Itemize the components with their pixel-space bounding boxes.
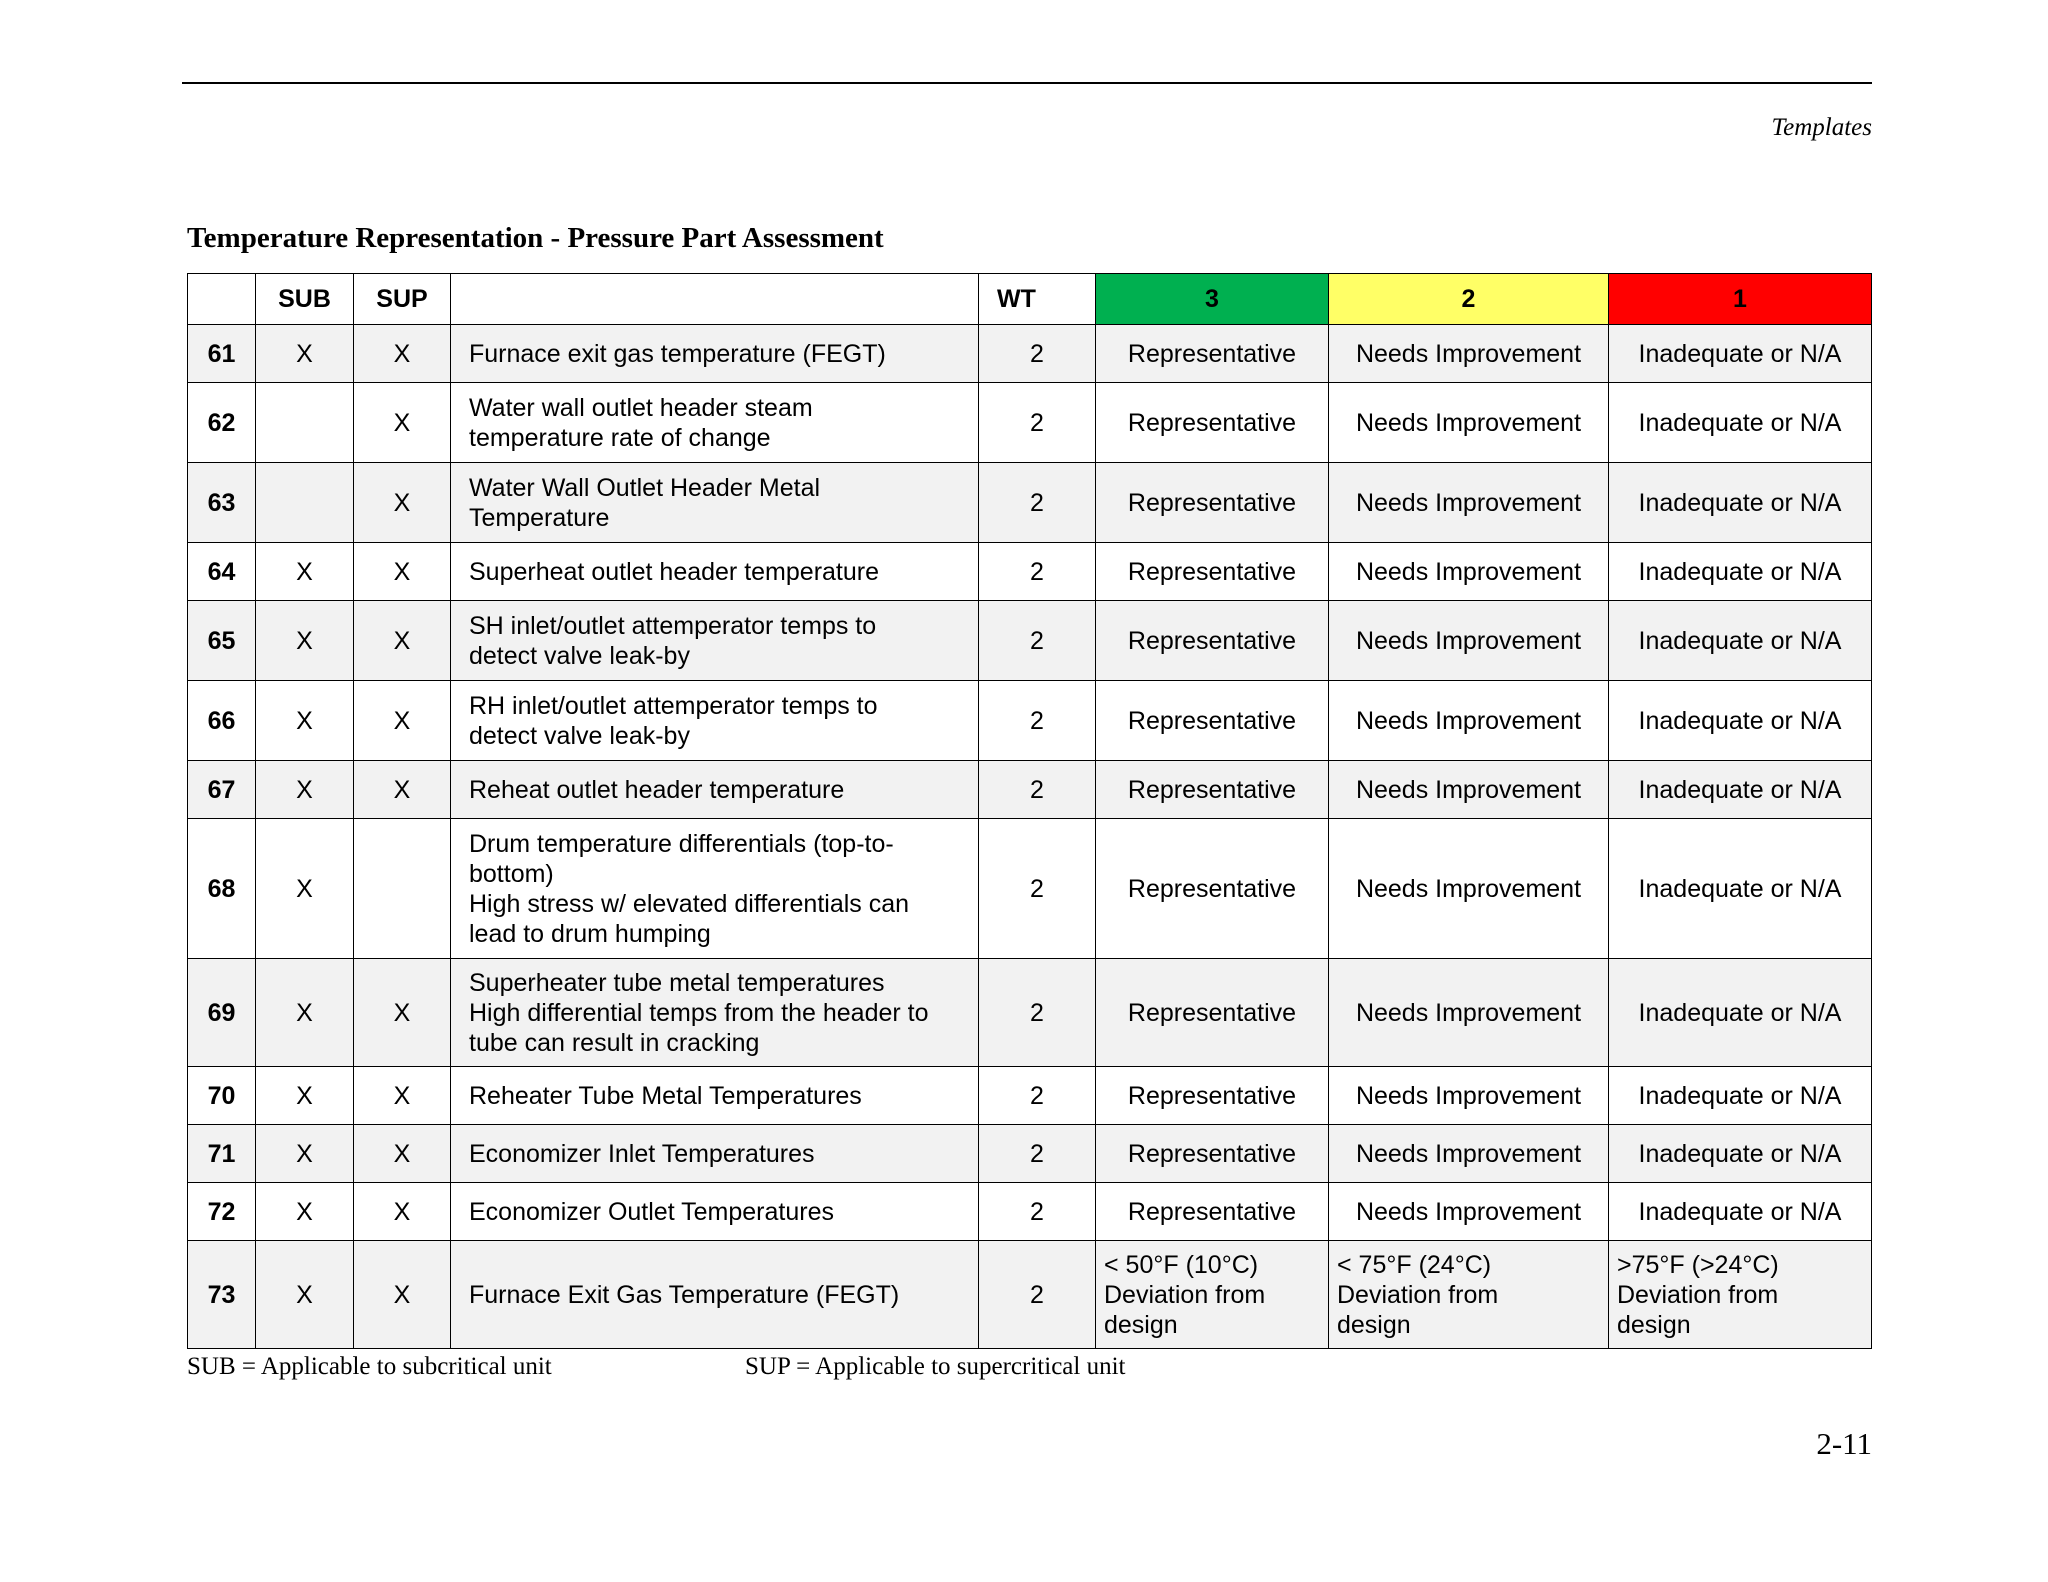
row-number: 66 (188, 681, 256, 761)
row-number: 68 (188, 819, 256, 959)
row-number: 71 (188, 1125, 256, 1183)
col-header-num (188, 274, 256, 325)
header-rule (182, 82, 1872, 84)
table-row (188, 761, 1872, 819)
sup-cell (354, 819, 451, 959)
rating-1-cell: Inadequate or N/A (1609, 601, 1872, 681)
rating-3-cell: Representative (1096, 1183, 1329, 1241)
rating-2-cell: Needs Improvement (1329, 543, 1609, 601)
description-cell: Economizer Outlet Temperatures (451, 1183, 979, 1241)
sup-cell: X (354, 761, 451, 819)
description-cell: Water Wall Outlet Header Metal Temperature (451, 463, 979, 543)
weight-cell: 2 (979, 761, 1096, 819)
description-cell: Superheater tube metal temperatures High differential temps from the header to tube can result in cracking (451, 959, 979, 1067)
sub-cell: X (256, 681, 354, 761)
sub-cell: X (256, 1241, 354, 1349)
description-cell: Reheater Tube Metal Temperatures (451, 1067, 979, 1125)
weight-cell: 2 (979, 1183, 1096, 1241)
rating-3-cell: < 50°F (10°C) Deviation from design (1096, 1241, 1329, 1349)
rating-1-cell: >75°F (>24°C) Deviation from design (1609, 1241, 1872, 1349)
rating-3-cell: Representative (1096, 1125, 1329, 1183)
table-row (188, 1067, 1872, 1125)
sub-cell: X (256, 959, 354, 1067)
rating-1-cell: Inadequate or N/A (1609, 1183, 1872, 1241)
table-row (188, 463, 1872, 543)
col-header-score-2: 2 (1329, 274, 1609, 325)
col-header-score-3: 3 (1096, 274, 1329, 325)
rating-1-cell: Inadequate or N/A (1609, 543, 1872, 601)
weight-cell: 2 (979, 383, 1096, 463)
weight-cell: 2 (979, 1067, 1096, 1125)
rating-1-cell: Inadequate or N/A (1609, 761, 1872, 819)
row-number: 69 (188, 959, 256, 1067)
table-row (188, 1125, 1872, 1183)
row-number: 67 (188, 761, 256, 819)
sub-cell: X (256, 761, 354, 819)
weight-cell: 2 (979, 601, 1096, 681)
rating-1-cell: Inadequate or N/A (1609, 383, 1872, 463)
rating-1-cell: Inadequate or N/A (1609, 1067, 1872, 1125)
rating-2-cell: < 75°F (24°C) Deviation from design (1329, 1241, 1609, 1349)
weight-cell: 2 (979, 681, 1096, 761)
weight-cell: 2 (979, 959, 1096, 1067)
rating-2-cell: Needs Improvement (1329, 601, 1609, 681)
weight-cell: 2 (979, 819, 1096, 959)
sub-cell (256, 383, 354, 463)
sup-cell: X (354, 1067, 451, 1125)
footnote-sup: SUP = Applicable to supercritical unit (745, 1353, 1126, 1380)
table-row (188, 959, 1872, 1067)
sup-cell: X (354, 601, 451, 681)
sup-cell: X (354, 1241, 451, 1349)
rating-3-cell: Representative (1096, 761, 1329, 819)
page-number: 2-11 (1816, 1426, 1872, 1461)
row-number: 73 (188, 1241, 256, 1349)
table-row (188, 383, 1872, 463)
rating-1-cell: Inadequate or N/A (1609, 959, 1872, 1067)
weight-cell: 2 (979, 463, 1096, 543)
table-body (188, 325, 1872, 1349)
rating-2-cell: Needs Improvement (1329, 681, 1609, 761)
description-cell: Superheat outlet header temperature (451, 543, 979, 601)
rating-1-cell: Inadequate or N/A (1609, 1125, 1872, 1183)
table-title: Temperature Representation - Pressure Part Assessment (187, 222, 884, 254)
description-cell: Reheat outlet header temperature (451, 761, 979, 819)
rating-3-cell: Representative (1096, 543, 1329, 601)
table-row (188, 543, 1872, 601)
table-row (188, 681, 1872, 761)
rating-3-cell: Representative (1096, 463, 1329, 543)
sup-cell: X (354, 325, 451, 383)
description-cell: Drum temperature differentials (top-to- bottom) High stress w/ elevated differentials can lead to drum humping (451, 819, 979, 959)
row-number: 63 (188, 463, 256, 543)
sup-cell: X (354, 681, 451, 761)
running-head: Templates (1771, 114, 1872, 141)
rating-3-cell: Representative (1096, 959, 1329, 1067)
rating-2-cell: Needs Improvement (1329, 463, 1609, 543)
weight-cell: 2 (979, 1125, 1096, 1183)
description-cell: Furnace Exit Gas Temperature (FEGT) (451, 1241, 979, 1349)
col-header-sub: SUB (256, 274, 354, 325)
col-header-score-1: 1 (1609, 274, 1872, 325)
sub-cell: X (256, 325, 354, 383)
rating-3-cell: Representative (1096, 1067, 1329, 1125)
rating-1-cell: Inadequate or N/A (1609, 819, 1872, 959)
table-row (188, 1183, 1872, 1241)
rating-3-cell: Representative (1096, 819, 1329, 959)
description-cell: Water wall outlet header steam temperature rate of change (451, 383, 979, 463)
col-header-wt: WT (979, 274, 1096, 325)
row-number: 70 (188, 1067, 256, 1125)
row-number: 65 (188, 601, 256, 681)
table-header-row (188, 274, 1872, 325)
table-row (188, 601, 1872, 681)
rating-2-cell: Needs Improvement (1329, 1183, 1609, 1241)
description-cell: RH inlet/outlet attemperator temps to detect valve leak-by (451, 681, 979, 761)
rating-3-cell: Representative (1096, 601, 1329, 681)
rating-2-cell: Needs Improvement (1329, 819, 1609, 959)
sup-cell: X (354, 463, 451, 543)
col-header-sup: SUP (354, 274, 451, 325)
description-cell: Economizer Inlet Temperatures (451, 1125, 979, 1183)
row-number: 62 (188, 383, 256, 463)
row-number: 61 (188, 325, 256, 383)
sub-cell: X (256, 1125, 354, 1183)
sub-cell: X (256, 1183, 354, 1241)
rating-3-cell: Representative (1096, 325, 1329, 383)
sup-cell: X (354, 383, 451, 463)
footnote-sub: SUB = Applicable to subcritical unit (187, 1353, 552, 1380)
description-cell: Furnace exit gas temperature (FEGT) (451, 325, 979, 383)
sup-cell: X (354, 543, 451, 601)
rating-2-cell: Needs Improvement (1329, 325, 1609, 383)
rating-3-cell: Representative (1096, 681, 1329, 761)
table-row (188, 1241, 1872, 1349)
table-row (188, 819, 1872, 959)
sub-cell: X (256, 819, 354, 959)
rating-1-cell: Inadequate or N/A (1609, 681, 1872, 761)
rating-2-cell: Needs Improvement (1329, 959, 1609, 1067)
assessment-table (187, 273, 1872, 1349)
rating-2-cell: Needs Improvement (1329, 761, 1609, 819)
description-cell: SH inlet/outlet attemperator temps to detect valve leak-by (451, 601, 979, 681)
weight-cell: 2 (979, 1241, 1096, 1349)
sub-cell: X (256, 601, 354, 681)
col-header-description (451, 274, 979, 325)
rating-3-cell: Representative (1096, 383, 1329, 463)
rating-2-cell: Needs Improvement (1329, 383, 1609, 463)
weight-cell: 2 (979, 325, 1096, 383)
weight-cell: 2 (979, 543, 1096, 601)
sub-cell: X (256, 543, 354, 601)
sup-cell: X (354, 1183, 451, 1241)
rating-1-cell: Inadequate or N/A (1609, 325, 1872, 383)
sub-cell (256, 463, 354, 543)
row-number: 72 (188, 1183, 256, 1241)
rating-1-cell: Inadequate or N/A (1609, 463, 1872, 543)
table-row (188, 325, 1872, 383)
sup-cell: X (354, 1125, 451, 1183)
sub-cell: X (256, 1067, 354, 1125)
rating-2-cell: Needs Improvement (1329, 1067, 1609, 1125)
sup-cell: X (354, 959, 451, 1067)
row-number: 64 (188, 543, 256, 601)
rating-2-cell: Needs Improvement (1329, 1125, 1609, 1183)
